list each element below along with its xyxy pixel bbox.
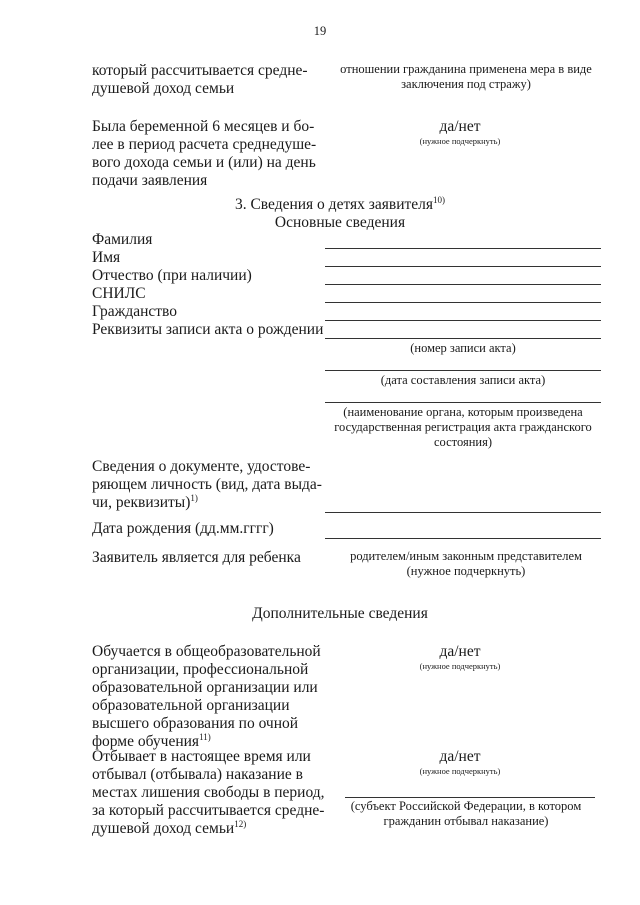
- pregnant-label-line: лее в период расчета среднедуше-: [92, 136, 317, 153]
- field-label-patronymic: Отчество (при наличии): [92, 267, 252, 284]
- applicant-is-answer-block: [326, 549, 606, 579]
- field-label-name: Имя: [92, 249, 121, 266]
- patronymic-input-line[interactable]: [325, 284, 601, 285]
- record-number-input-line[interactable]: [325, 338, 601, 339]
- pregnant-label: [92, 118, 327, 190]
- identity-doc-label-line: Сведения о документе, удостове-: [92, 458, 311, 475]
- applicant-is-label: Заявитель является для ребенка: [92, 549, 301, 566]
- birth-date-input-line[interactable]: [325, 538, 601, 539]
- studies-label-line: форме обучения: [92, 733, 200, 750]
- prison-label: [92, 748, 327, 838]
- surname-input-line[interactable]: [325, 248, 601, 249]
- top-right-continuation: [326, 62, 606, 92]
- studies-label-line: высшего образования по очной: [92, 715, 299, 732]
- prison-label-line: за который рассчитывается средне-: [92, 802, 325, 819]
- record-organ-caption-line: состояния): [433, 435, 492, 449]
- studies-label-line: образовательной организации или: [92, 679, 318, 696]
- top-right-line-2: заключения под стражу): [401, 77, 531, 91]
- pregnant-label-line: вого дохода семьи и (или) на день: [92, 154, 316, 171]
- section-3-subtitle: Основные сведения: [274, 214, 406, 231]
- prison-label-line: Отбывает в настоящее время или: [92, 748, 311, 765]
- studies-footnote: 11): [199, 731, 211, 742]
- pregnant-answer[interactable]: да/нет: [439, 118, 481, 135]
- snils-input-line[interactable]: [325, 302, 601, 303]
- record-date-caption: (дата составления записи акта): [380, 373, 546, 387]
- prison-label-line: местах лишения свободы в период,: [92, 784, 325, 801]
- studies-answer[interactable]: да/нет: [439, 643, 481, 660]
- prison-answer-block: [400, 748, 520, 776]
- prison-footnote: 12): [234, 818, 247, 829]
- pregnant-answer-block: [400, 118, 520, 146]
- top-left-line-2: душевой доход семьи: [92, 80, 235, 97]
- field-label-citizenship: Гражданство: [92, 303, 178, 320]
- record-number-caption: (номер записи акта): [410, 341, 516, 355]
- record-date-input-line[interactable]: [325, 370, 601, 371]
- page-number: 19: [313, 24, 327, 38]
- citizenship-input-line[interactable]: [325, 320, 601, 321]
- identity-doc-label: [92, 458, 327, 512]
- prison-answer[interactable]: да/нет: [439, 748, 481, 765]
- basic-field-labels: [92, 231, 332, 339]
- studies-hint: (нужное подчеркнуть): [419, 661, 501, 671]
- record-organ-caption-line: (наименование органа, которым произведена: [343, 405, 583, 419]
- prison-region-caption-line: (субъект Российской Федерации, в котором: [350, 799, 582, 813]
- identity-doc-footnote: 1): [190, 492, 198, 503]
- studies-label-line: Обучается в общеобразовательной: [92, 643, 321, 660]
- prison-region-input-line[interactable]: [345, 797, 595, 798]
- studies-answer-block: [400, 643, 520, 671]
- pregnant-label-line: подачи заявления: [92, 172, 208, 189]
- identity-doc-label-line: ряющем личность (вид, дата выда-: [92, 476, 322, 493]
- studies-label-line: организации, профессиональной: [92, 661, 309, 678]
- field-label-surname: Фамилия: [92, 231, 153, 248]
- additional-title: Дополнительные сведения: [252, 605, 428, 622]
- prison-label-line: душевой доход семьи: [92, 820, 235, 837]
- applicant-is-hint: (нужное подчеркнуть): [406, 564, 526, 578]
- identity-doc-input-line[interactable]: [325, 512, 601, 513]
- applicant-is-answer[interactable]: родителем/иным законным представителем: [350, 549, 582, 563]
- prison-region-caption-line: гражданин отбывал наказание): [383, 814, 549, 828]
- studies-label: [92, 643, 327, 751]
- section-3-footnote: 10): [433, 194, 446, 205]
- record-organ-caption-line: государственная регистрация акта гражданского: [334, 420, 592, 434]
- birth-date-label: Дата рождения (дд.мм.гггг): [92, 520, 274, 537]
- record-organ-input-line[interactable]: [325, 402, 601, 403]
- identity-doc-label-line: чи, реквизиты): [92, 494, 191, 511]
- section-3-title: 3. Сведения о детях заявителя: [234, 196, 434, 213]
- record-organ-caption: [318, 405, 608, 450]
- field-label-snils: СНИЛС: [92, 285, 146, 302]
- prison-label-line: отбывал (отбывала) наказание в: [92, 766, 303, 783]
- top-left-continuation: [92, 62, 312, 98]
- section-3-header: [150, 196, 530, 232]
- name-input-line[interactable]: [325, 266, 601, 267]
- top-left-line-1: который рассчитывается средне-: [92, 62, 308, 79]
- top-right-line-1: отношении гражданина применена мера в виде: [340, 62, 592, 76]
- pregnant-hint: (нужное подчеркнуть): [419, 136, 501, 146]
- prison-hint: (нужное подчеркнуть): [419, 766, 501, 776]
- prison-region-caption: [326, 799, 606, 829]
- studies-label-line: образовательной организации: [92, 697, 290, 714]
- field-label-birth-record: Реквизиты записи акта о рождении: [92, 321, 324, 338]
- pregnant-label-line: Была беременной 6 месяцев и бо-: [92, 118, 315, 135]
